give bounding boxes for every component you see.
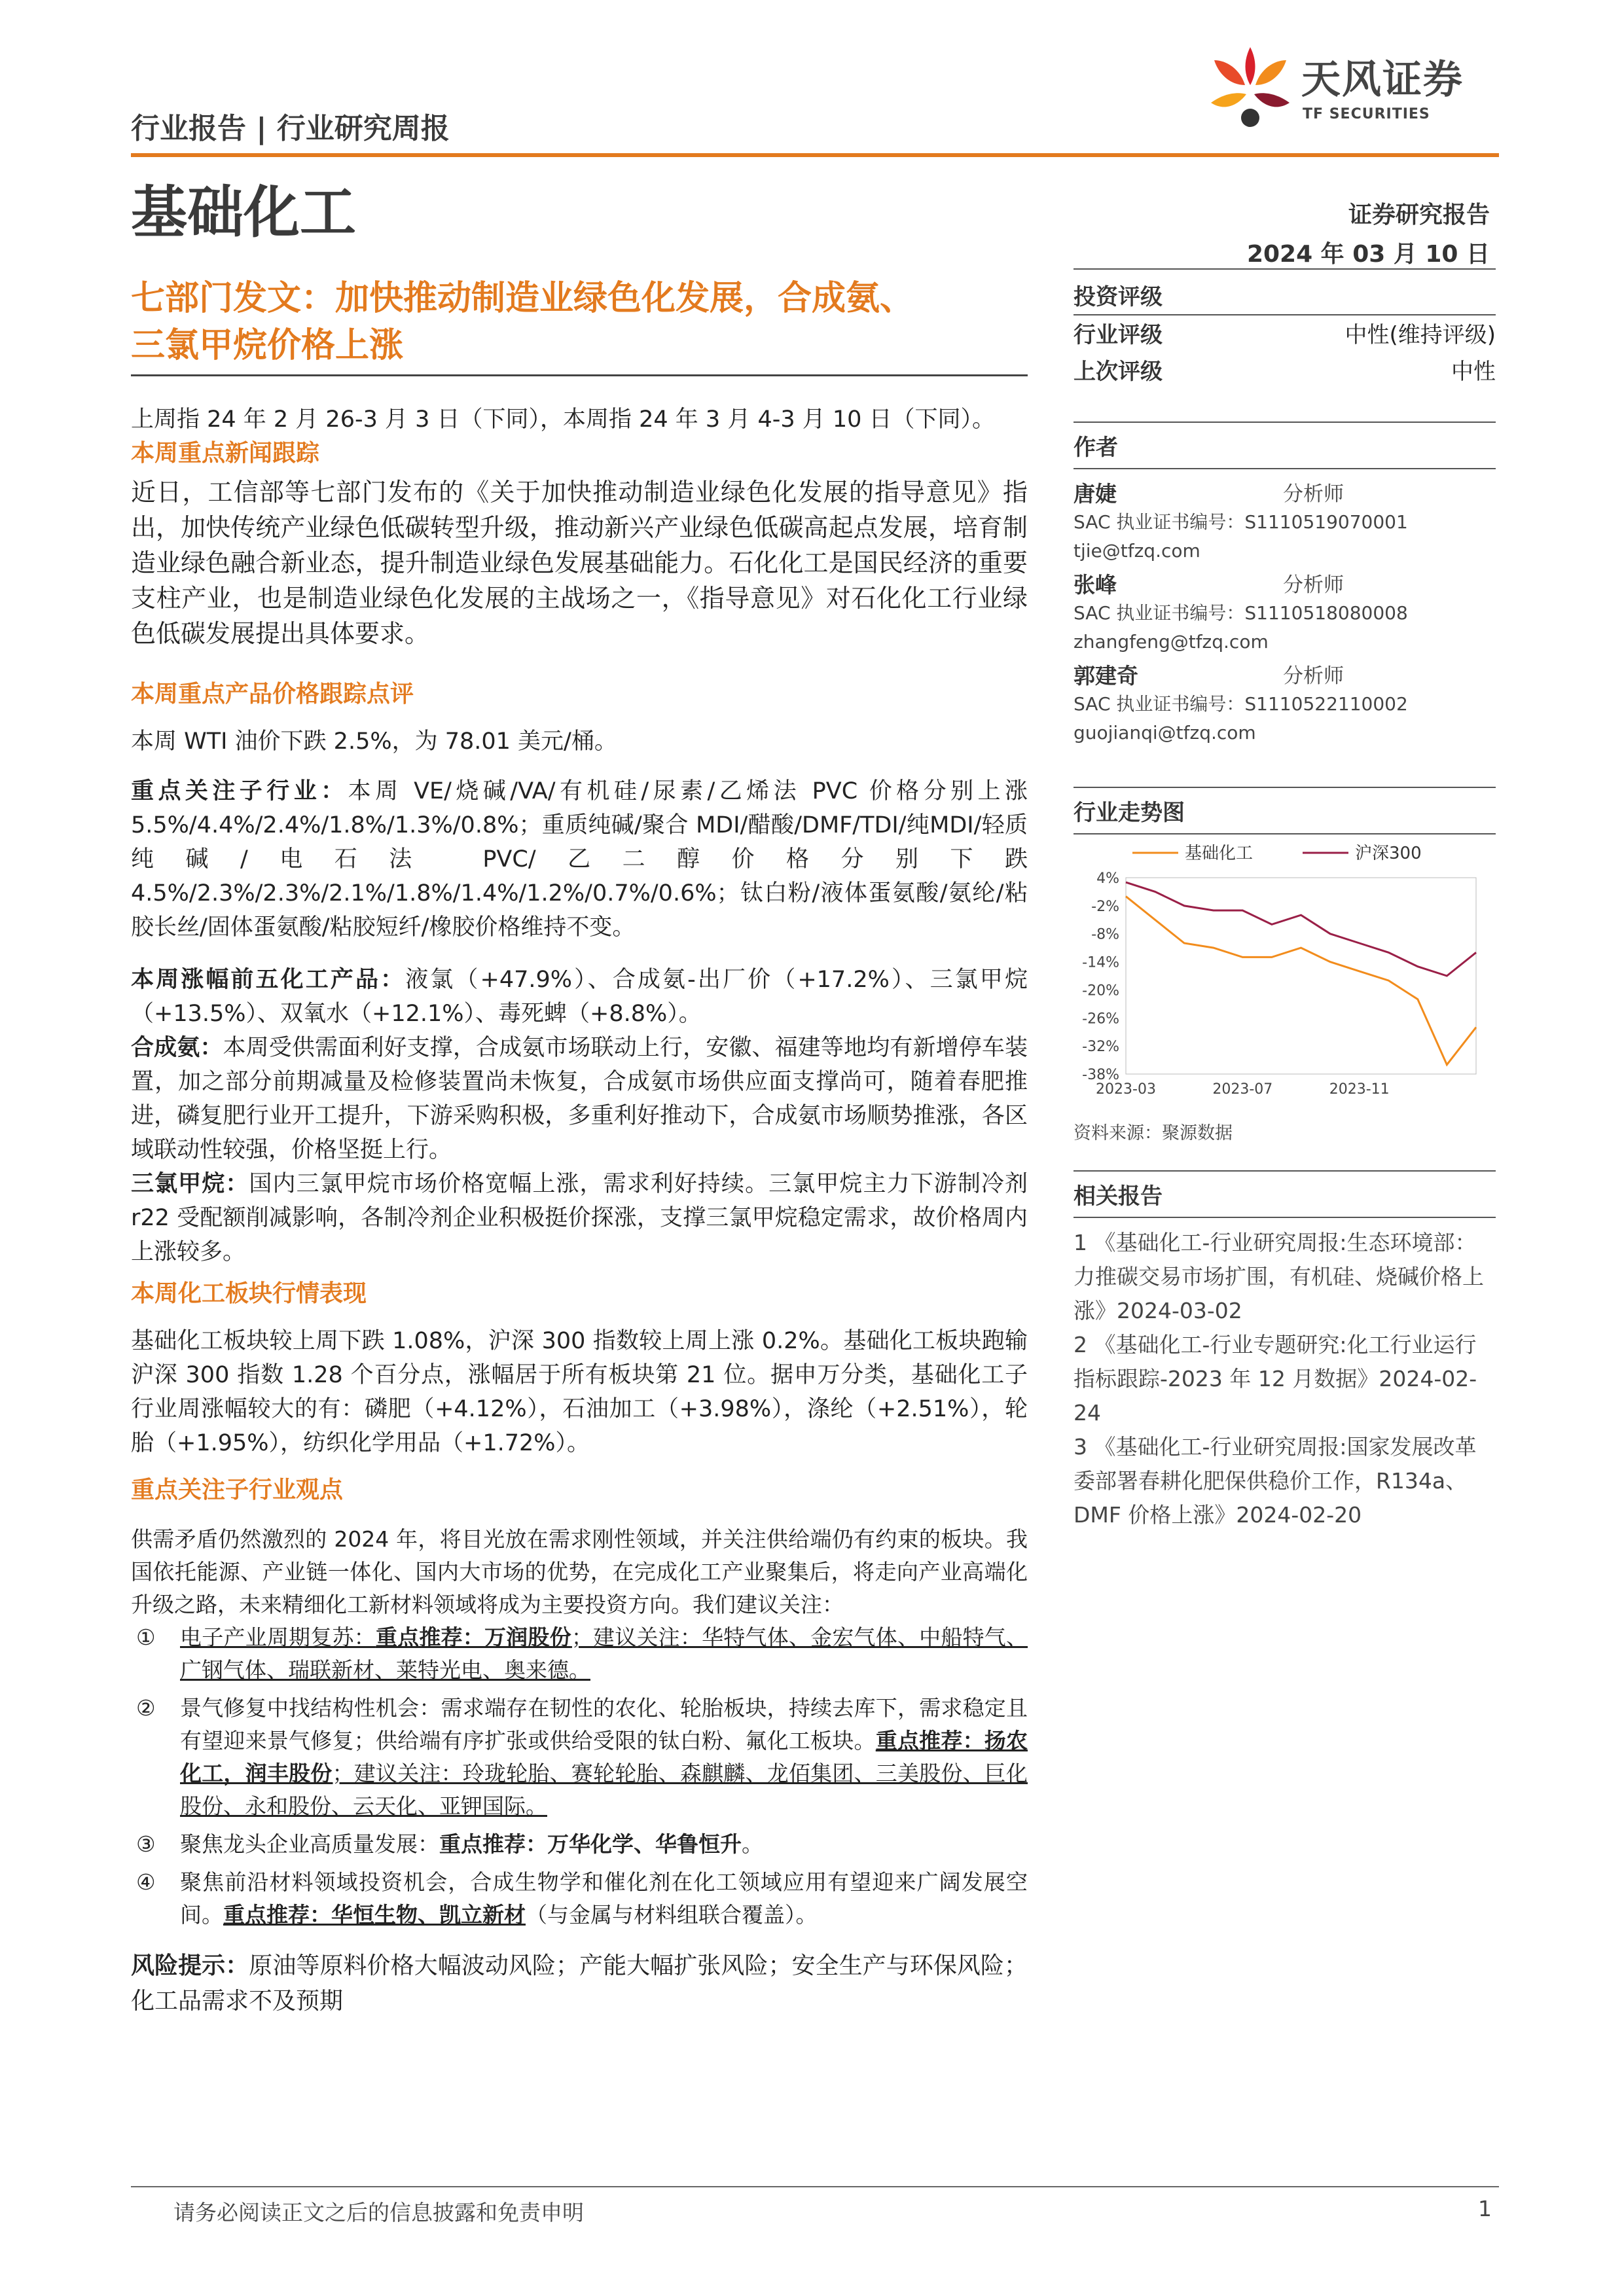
footer-rule [131, 2186, 1499, 2187]
trend-section [1074, 787, 1496, 1144]
y-tick-label: -32% [1082, 1039, 1119, 1056]
author-role: 分析师 [1283, 664, 1344, 688]
authors-section [1074, 422, 1496, 747]
series-line [1126, 882, 1476, 976]
chloroform-text: 国内三氯甲烷市场价格宽幅上涨，需求利好持续。三氯甲烷主力下游制冷剂 r22 受配额削减影响，各制冷剂企业积极挺价探涨，支撑三氯甲烷稳定需求，故价格周内上涨较多。 [131, 1171, 1028, 1265]
oil-price-text: 本周 WTI 油价下跌 2.5%，为 78.01 美元/桶。 [131, 728, 617, 755]
industry-name: 基础化工 [131, 180, 356, 245]
y-tick-label: -20% [1082, 982, 1119, 999]
report-type: 证券研究报告 [1348, 202, 1490, 228]
chloroform-paragraph [131, 1167, 1028, 1269]
logo-chinese-name: 天风证券 [1301, 57, 1464, 103]
y-tick-label: -2% [1091, 898, 1119, 915]
header-rule [131, 153, 1499, 157]
ammonia-text: 本周受供需面利好支撑，合成氨市场联动上行，安徽、福建等地均有新增停车装置，加之部分前期减量及检修装置尚未恢复，合成氨市场供应面支撑尚可，随着春肥推进，磷复肥行业开工提升，下游采购积极，多重利好推动下，合成氨市场顺势推涨，各区域联动性较强，价格坚挺上行。 [131, 1035, 1028, 1163]
author-name: 张峰 [1074, 572, 1117, 598]
risk-paragraph [131, 1948, 1028, 2019]
intro-text: 上周指 24 年 2 月 26-3 月 3 日（下同），本周指 24 年 3 月 4-3 月 10 日（下同）。 [131, 406, 996, 433]
trend-title: 行业走势图 [1074, 800, 1185, 826]
tf-logo-icon [1204, 41, 1296, 139]
footer-disclaimer: 请务必阅读正文之后的信息披露和免责申明 [173, 2200, 584, 2225]
views-paragraph: 供需矛盾仍然激烈的 2024 年，将目光放在需求刚性领域，并关注供给端仍有约束的板块。我国依托能源、产业链一体化、国内大市场的优势，在完成化工产业聚集后，将走向产业高端化升级之路，未来精细化工新材料领域将成为主要投资方向。我们建议关注： [131, 1526, 1028, 1617]
rating-rows [1074, 314, 1496, 390]
y-tick-label: -26% [1082, 1011, 1119, 1028]
chloroform-label: 三氯甲烷： [131, 1171, 249, 1197]
author-card [1074, 659, 1496, 747]
report-date: 2024 年 03 月 10 日 [1246, 241, 1490, 268]
focus-text: 本周 VE/烧碱/VA/有机硅/尿素/乙烯法 PVC 价格分别上涨 5.5%/4.4%/2.4%/1.8%/1.3%/0.8%；重质纯碱/聚合 MDI/醋酸/DMF/TDI/纯MDI/轻质纯碱/电石法 PVC/乙二醇价格分别下跌 4.5%/2.3%/2.3%/2.1%/1.8%/1.4%/1.2%/0.7%/0.6%；钛白粉/液体蛋氨酸/氨纶/粘胶长丝/固体蛋氨酸/粘胶短纤/橡胶价格维持不变。 [131, 778, 1028, 941]
related-report-item[interactable]: 3 《基础化工-行业研究周报:国家发展改革委部署春耕化肥保供稳价工作，R134a、DMF 价格上涨》2024-02-20 [1074, 1434, 1477, 1528]
company-logo [1204, 41, 1499, 145]
ammonia-paragraph [131, 1031, 1028, 1167]
related-report-item[interactable]: 1 《基础化工-行业研究周报:生态环境部：力推碳交易市场扩围，有机硅、烧碱价格上涨》2024-03-02 [1074, 1230, 1484, 1323]
related-section [1074, 1170, 1496, 1532]
author-name: 郭建奇 [1074, 663, 1138, 689]
rating-row [1074, 353, 1496, 390]
rating-label: 上次评级 [1074, 359, 1163, 385]
risk-label: 风险提示： [131, 1952, 249, 1979]
rating-value: 中性(维持评级) [1344, 322, 1496, 348]
list-item: ③ 聚焦龙头企业高质量发展：重点推荐：万华化学、华鲁恒升。 [136, 1831, 763, 1857]
section-title-news: 本周重点新闻跟踪 [131, 440, 320, 467]
market-paragraph: 基础化工板块较上周下跌 1.08%，沪深 300 指数较上周上涨 0.2%。基础化工板块跑输沪深 300 指数 1.28 个百分点，涨幅居于所有板块第 21 位。据申万分类，基础化工子行业周涨幅较大的有：磷肥（+4.12%），石油加工（+3.98%），涤纶（+2.51%），轮胎（+1.95%），纺织化学用品（+1.72%）。 [131, 1328, 1028, 1456]
author-email[interactable]: tjie@tfzq.com [1074, 540, 1200, 562]
top5-label: 本周涨幅前五化工产品： [131, 967, 406, 993]
author-card [1074, 568, 1496, 656]
chart-plot-area [1126, 878, 1476, 1074]
rating-value: 中性 [1451, 359, 1496, 385]
author-cert: SAC 执业证书编号：S1110522110002 [1074, 693, 1408, 715]
authors-title: 作者 [1074, 435, 1118, 461]
risk-text: 原油等原料价格大幅波动风险；产能大幅扩张风险；安全生产与环保风险；化工品需求不及预期 [131, 1952, 1028, 2015]
main-body [131, 403, 1028, 2019]
author-cert: SAC 执业证书编号：S1110518080008 [1074, 602, 1408, 624]
rating-label: 行业评级 [1074, 322, 1163, 348]
section-title-market: 本周化工板块行情表现 [131, 1280, 367, 1307]
x-tick-label: 2023-07 [1212, 1081, 1273, 1098]
top5-text: 液氯（+47.9%）、合成氨-出厂价（+17.2%）、三氯甲烷（+13.5%）、双氧水（+12.1%）、毒死蜱（+8.8%）。 [131, 967, 1028, 1027]
author-email[interactable]: guojianqi@tfzq.com [1074, 722, 1256, 744]
title-line-2: 三氯甲烷价格上涨 [131, 326, 404, 365]
author-role: 分析师 [1283, 573, 1344, 597]
chart-source: 资料来源：聚源数据 [1074, 1123, 1233, 1143]
author-name: 唐婕 [1074, 481, 1117, 507]
report-title [131, 275, 1034, 369]
y-tick-label: -8% [1091, 926, 1119, 943]
author-role: 分析师 [1283, 482, 1344, 506]
page-number: 1 [1478, 2196, 1492, 2221]
author-cert: SAC 执业证书编号：S1110519070001 [1074, 511, 1408, 533]
top5-paragraph [131, 963, 1028, 1031]
x-tick-label: 2023-03 [1096, 1081, 1156, 1098]
news-paragraph: 近日，工信部等七部门发布的《关于加快推动制造业绿色化发展的指导意见》指出，加快传统产业绿色低碳转型升级，推动新兴产业绿色低碳高起点发展，培育制造业绿色融合新业态，提升制造业绿色发展基础能力。石化化工是国民经济的重要支柱产业，也是制造业绿色化发展的主战场之一，《指导意见》对石化化工行业绿色低碳发展提出具体要求。 [131, 478, 1028, 648]
list-item: ④ 聚焦前沿材料领域投资机会，合成生物学和催化剂在化工领域应用有望迎来广阔发展空间。重点推荐：华恒生物、凯立新材（与金属与材料组联合覆盖）。 [136, 1869, 1028, 1928]
focus-label: 重点关注子行业： [131, 778, 348, 804]
legend-label: 沪深300 [1355, 844, 1422, 863]
y-tick-label: -14% [1082, 954, 1119, 971]
title-line-1: 七部门发文：加快推动制造业绿色化发展，合成氨、 [131, 279, 914, 318]
rating-section [1074, 268, 1496, 310]
legend-label: 基础化工 [1185, 844, 1254, 863]
list-item: ① 电子产业周期复苏：重点推荐：万润股份；建议关注：华特气体、金宏气体、中船特气、广钢气体、瑞联新材、莱特光电、奥来德。 [136, 1624, 1028, 1683]
series-line [1126, 897, 1476, 1065]
sidebar [1074, 268, 1496, 1532]
ammonia-label: 合成氨： [131, 1035, 223, 1061]
doc-type: 行业报告 | 行业研究周报 [131, 112, 450, 145]
related-report-item[interactable]: 2 《基础化工-行业专题研究:化工行业运行指标跟踪-2023 年 12 月数据》2024-02-24 [1074, 1332, 1477, 1426]
related-title: 相关报告 [1074, 1183, 1163, 1210]
author-card [1074, 477, 1496, 565]
list-item: ② 景气修复中找结构性机会：需求端存在韧性的农化、轮胎板块，持续去库下，需求稳定且有望迎来景气修复；供给端有序扩张或供给受限的钛白粉、氟化工板块。重点推荐：扬农化工，润丰股份；建议关注：玲珑轮胎、赛轮轮胎、森麒麟、龙佰集团、三美股份、巨化股份、永和股份、云天化、亚钾国际。 [136, 1695, 1028, 1819]
author-email[interactable]: zhangfeng@tfzq.com [1074, 631, 1269, 653]
title-rule [131, 374, 1028, 376]
focus-subsector-paragraph [131, 774, 1028, 944]
logo-english-name: TF SECURITIES [1303, 106, 1430, 122]
x-tick-label: 2023-11 [1329, 1081, 1390, 1098]
recommendation-list [131, 1621, 1028, 1931]
trend-chart [1074, 838, 1496, 1113]
rating-row [1074, 317, 1496, 353]
y-tick-label: -38% [1082, 1067, 1119, 1083]
section-title-prices: 本周重点产品价格跟踪点评 [131, 681, 414, 708]
section-title-views: 重点关注子行业观点 [131, 1477, 344, 1503]
rating-title: 投资评级 [1074, 284, 1163, 310]
y-tick-label: 4% [1096, 870, 1119, 887]
